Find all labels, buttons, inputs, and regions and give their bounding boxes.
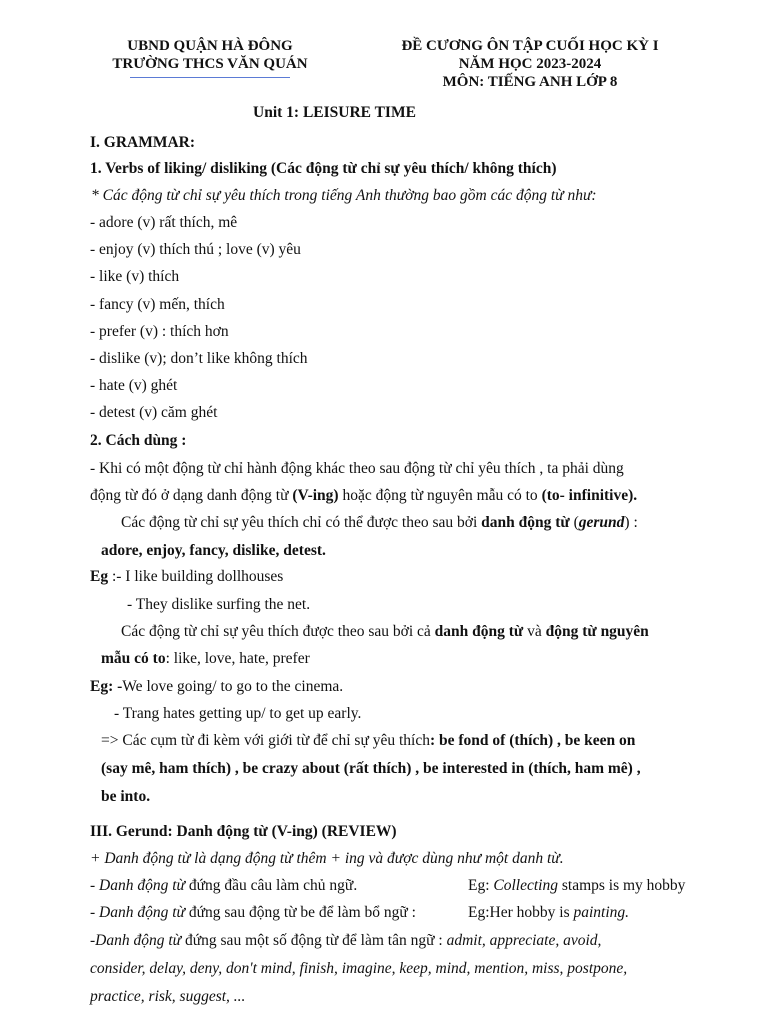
- document-header: [370, 37, 690, 91]
- gerund-definition: + Danh động từ là dạng động từ thêm + ing và được dùng như một danh từ.: [90, 850, 564, 867]
- text-run: -Danh động từ: [90, 932, 182, 949]
- text-run: : be fond of (thích) , be keen on: [429, 732, 636, 749]
- school-header: [95, 37, 325, 78]
- verb-item: - dislike (v); don’t like không thích: [90, 350, 308, 367]
- text-run: Eg:: [468, 877, 494, 894]
- text-run: Các động từ chỉ sự yêu thích chỉ có thể được theo sau bởi: [121, 514, 482, 531]
- text-run: Eg:Her hobby is: [468, 904, 574, 921]
- gerund-only-verbs: adore, enjoy, fancy, dislike, detest.: [101, 542, 326, 559]
- text-run: danh động từ: [434, 623, 524, 640]
- section-grammar-heading: I. GRAMMAR:: [90, 134, 196, 151]
- document-title: ĐỀ CƯƠNG ÔN TẬP CUỐI HỌC KỲ I: [401, 38, 659, 54]
- example-label: Eg: [90, 568, 109, 585]
- gerund-rule-subject-example: [468, 877, 685, 895]
- text-run: => Các cụm từ đi kèm với giới từ để chỉ sự yêu thích: [101, 732, 430, 749]
- gerund-rule-complement-example: [468, 904, 629, 922]
- text-run: :- I like building dollhouses: [108, 568, 284, 585]
- text-run: (to- infinitive).: [541, 487, 638, 504]
- text-run: : like, love, hate, prefer: [165, 650, 310, 667]
- phrases-line: [101, 732, 635, 750]
- both-forms-line: [121, 623, 649, 641]
- verb-item: - fancy (v) mến, thích: [90, 296, 225, 313]
- unit-title: Unit 1: LEISURE TIME: [253, 104, 416, 121]
- example-label: Eg: -: [90, 678, 123, 695]
- example-line: - Trang hates getting up/ to get up early.: [114, 705, 362, 722]
- text-run: gerund: [578, 514, 625, 531]
- text-run: admit, appreciate, avoid,: [446, 932, 602, 949]
- both-forms-line: [101, 650, 310, 668]
- verb-item: - hate (v) ghét: [90, 377, 178, 394]
- text-run: - Danh động từ: [90, 877, 185, 894]
- text-run: Các động từ chỉ sự yêu thích được theo sau bởi cả: [121, 623, 435, 640]
- verb-item: - detest (v) căm ghét: [90, 404, 218, 421]
- verbs-of-liking-heading: 1. Verbs of liking/ disliking (Các động từ chỉ sự yêu thích/ không thích): [90, 160, 557, 177]
- usage-paragraph-line: - Khi có một động từ chỉ hành động khác theo sau động từ chỉ yêu thích , ta phải dùng: [90, 460, 624, 477]
- text-run: đứng đầu câu làm chủ ngữ.: [185, 877, 358, 894]
- gerund-rule-subject: [90, 877, 357, 895]
- text-run: động từ nguyên: [545, 623, 649, 640]
- usage-heading: 2. Cách dùng :: [90, 432, 187, 449]
- header-underline: [130, 77, 290, 78]
- school-name: TRƯỜNG THCS VĂN QUÁN: [112, 56, 308, 72]
- district-name: UBND QUẬN HÀ ĐÔNG: [127, 38, 293, 54]
- text-run: đứng sau một số động từ để làm tân ngữ :: [181, 932, 447, 949]
- text-run: (V-ing): [292, 487, 339, 504]
- phrases-line: be into.: [101, 788, 151, 805]
- verb-item: - adore (v) rất thích, mê: [90, 214, 238, 231]
- text-run: (: [569, 514, 579, 531]
- gerund-verb-list: consider, delay, deny, don't mind, finish, imagine, keep, mind, mention, miss, postpone,: [90, 960, 628, 977]
- phrases-line: (say mê, ham thích) , be crazy about (rất thích) , be interested in (thích, ham mê) ,: [101, 760, 641, 777]
- verbs-intro: * Các động từ chỉ sự yêu thích trong tiếng Anh thường bao gồm các động từ như:: [91, 187, 597, 204]
- text-run: ) :: [624, 514, 638, 531]
- school-year: NĂM HỌC 2023-2024: [458, 56, 602, 72]
- gerund-section-heading: III. Gerund: Danh động từ (V-ing) (REVIEW): [90, 823, 397, 840]
- text-run: mẫu có to: [101, 650, 166, 667]
- subject-name: MÔN: TIẾNG ANH LỚP 8: [442, 74, 618, 90]
- gerund-verb-list: practice, risk, suggest, ...: [90, 988, 246, 1005]
- text-run: động từ đó ở dạng danh động từ: [90, 487, 293, 504]
- text-run: và: [523, 623, 546, 640]
- text-run: Collecting: [493, 877, 558, 894]
- usage-paragraph-line: [90, 487, 637, 505]
- text-run: đứng sau động từ be để làm bổ ngữ :: [185, 904, 416, 921]
- gerund-rule-complement: [90, 904, 416, 922]
- example-line: [90, 568, 283, 586]
- text-run: hoặc động từ nguyên mẫu có to: [338, 487, 542, 504]
- gerund-rule-object: [90, 932, 601, 950]
- example-line: - They dislike surfing the net.: [127, 596, 311, 613]
- text-run: stamps is my hobby: [557, 877, 686, 894]
- gerund-only-line: [121, 514, 638, 532]
- verb-item: - like (v) thích: [90, 268, 180, 285]
- verb-item: - prefer (v) : thích hơn: [90, 323, 229, 340]
- verb-item: - enjoy (v) thích thú ; love (v) yêu: [90, 241, 301, 258]
- example-line: [90, 678, 343, 696]
- text-run: painting.: [573, 904, 630, 921]
- text-run: - Danh động từ: [90, 904, 185, 921]
- text-run: danh động từ: [481, 514, 570, 531]
- text-run: We love going/ to go to the cinema.: [122, 678, 344, 695]
